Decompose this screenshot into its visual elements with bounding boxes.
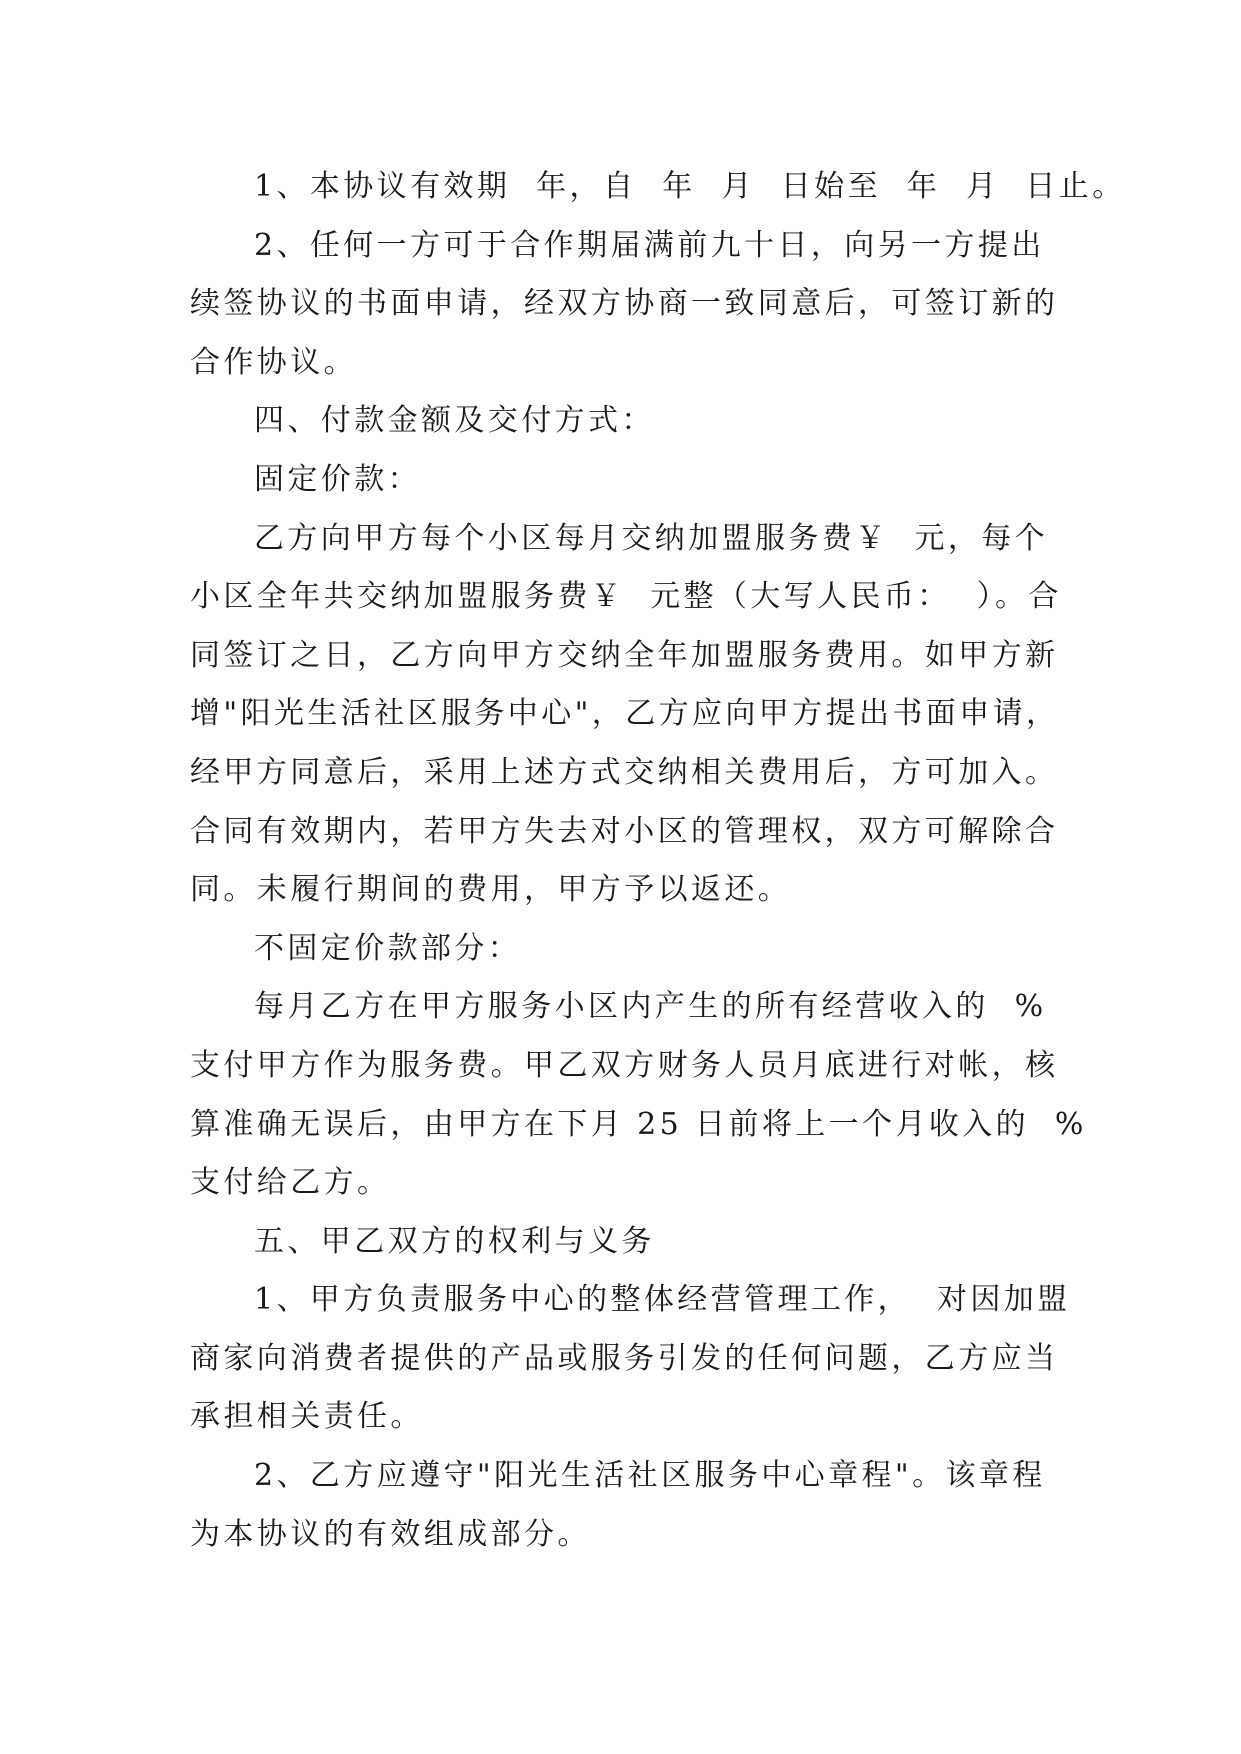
- paragraph-line: 商家向消费者提供的产品或服务引发的任何问题，乙方应当: [190, 1340, 1059, 1376]
- section-heading: 五、甲乙双方的权利与义务: [254, 1223, 655, 1259]
- paragraph-line: 算准确无误后，由甲方在下月 25 日前将上一个月收入的 %: [190, 1106, 1087, 1142]
- paragraph-line: 2、任何一方可于合作期届满前九十日，向另一方提出: [254, 227, 1045, 263]
- document-body: [190, 158, 1126, 1564]
- paragraph-line: 乙方向甲方每个小区每月交纳加盟服务费￥ 元，每个: [254, 520, 1049, 556]
- paragraph-line: 小区全年共交纳加盟服务费￥ 元整（大写人民币： ）。合: [190, 579, 1062, 615]
- subsection-heading: 固定价款：: [254, 461, 421, 497]
- paragraph-line: 承担相关责任。: [190, 1399, 424, 1435]
- paragraph-line: 经甲方同意后，采用上述方式交纳相关费用后，方可加入。: [190, 754, 1059, 790]
- paragraph-line: 为本协议的有效组成部分。: [190, 1516, 591, 1552]
- paragraph-line: 1、本协议有效期 年，自 年 月 日始至 年 月 日止。: [254, 169, 1126, 204]
- paragraph-line: 续签协议的书面申请，经双方协商一致同意后，可签订新的: [190, 286, 1059, 322]
- paragraph-line: 2、乙方应遵守"阳光生活社区服务中心章程"。该章程: [254, 1458, 1046, 1494]
- section-heading: 四、付款金额及交付方式：: [254, 403, 655, 439]
- paragraph-line: 合同有效期内，若甲方失去对小区的管理权，双方可解除合: [190, 813, 1059, 849]
- paragraph-line: 增"阳光生活社区服务中心"，乙方应向甲方提出书面申请，: [190, 696, 1060, 732]
- paragraph-line: 支付给乙方。: [190, 1165, 391, 1201]
- subsection-heading: 不固定价款部分：: [254, 930, 522, 966]
- paragraph-line: 1、甲方负责服务中心的整体经营管理工作， 对因加盟: [254, 1282, 1071, 1318]
- paragraph-line: 每月乙方在甲方服务小区内产生的所有经营收入的 %: [254, 989, 1047, 1025]
- paragraph-line: 支付甲方作为服务费。甲乙双方财务人员月底进行对帐，核: [190, 1047, 1059, 1083]
- paragraph-line: 合作协议。: [190, 344, 357, 380]
- paragraph-line: 同签订之日，乙方向甲方交纳全年加盟服务费用。如甲方新: [190, 637, 1059, 673]
- paragraph-line: 同。未履行期间的费用，甲方予以返还。: [190, 872, 792, 908]
